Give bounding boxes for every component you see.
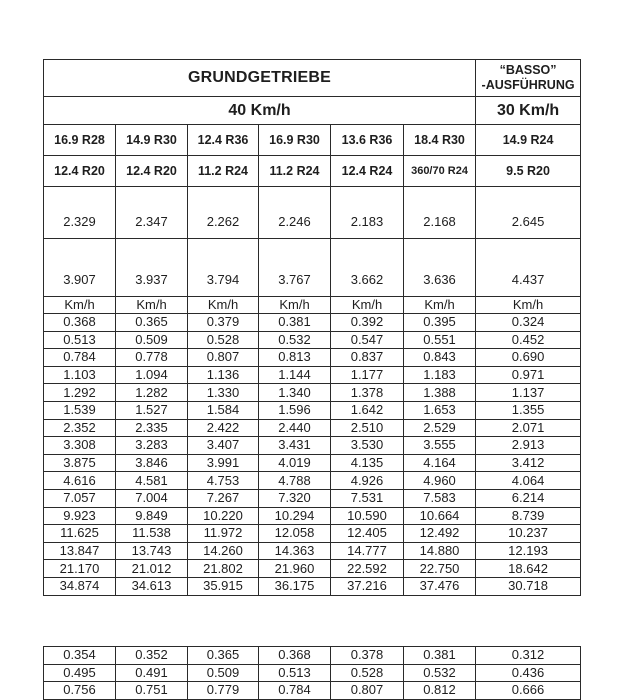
- ratio-row-1: [44, 187, 581, 239]
- speed-cell: 0.378: [331, 647, 404, 665]
- speed-cell: 0.666: [476, 682, 581, 700]
- speed-cell: 14.260: [188, 542, 259, 560]
- speed-cell: 9.923: [44, 507, 116, 525]
- speed-cell: 7.267: [188, 489, 259, 507]
- speed-cell: 0.352: [116, 647, 188, 665]
- ratio-cell: 3.662: [331, 239, 404, 297]
- speed-cell: 0.491: [116, 664, 188, 682]
- speed-cell: 0.509: [188, 664, 259, 682]
- speed-cell: 7.004: [116, 489, 188, 507]
- speed-cell: 0.312: [476, 647, 581, 665]
- ratio-cell: 3.794: [188, 239, 259, 297]
- rear-tyre-cell: 12.4 R36: [188, 125, 259, 156]
- speed-cell: 3.875: [44, 454, 116, 472]
- ratio-cell: 3.767: [259, 239, 331, 297]
- front-tyre-cell: 9.5 R20: [476, 156, 581, 187]
- front-tyre-cell: 360/70 R24: [404, 156, 476, 187]
- speed-cell: 3.846: [116, 454, 188, 472]
- ratio-cell: 4.437: [476, 239, 581, 297]
- speed-cell: 0.368: [259, 647, 331, 665]
- unit-cell: Km/h: [116, 297, 188, 314]
- rear-tyre-cell: 14.9 R24: [476, 125, 581, 156]
- unit-cell: Km/h: [259, 297, 331, 314]
- table-row: [44, 349, 581, 367]
- table-row: [44, 454, 581, 472]
- table-row: [44, 577, 581, 595]
- speed-cell: 0.547: [331, 331, 404, 349]
- speed-cell: 10.664: [404, 507, 476, 525]
- speed-cell: 8.739: [476, 507, 581, 525]
- speed-cell: 21.170: [44, 560, 116, 578]
- speed-cell: 36.175: [259, 577, 331, 595]
- speed-cell: 0.532: [404, 664, 476, 682]
- speed-cell: 7.320: [259, 489, 331, 507]
- speed-cell: 0.495: [44, 664, 116, 682]
- speed-cell: 0.971: [476, 366, 581, 384]
- table-row: [44, 331, 581, 349]
- speed-cell: 1.584: [188, 401, 259, 419]
- ratio-cell: 3.907: [44, 239, 116, 297]
- speed-cell: 1.340: [259, 384, 331, 402]
- speed-cell: 1.144: [259, 366, 331, 384]
- ratio-cell: 2.262: [188, 187, 259, 239]
- speed-cell: 2.440: [259, 419, 331, 437]
- speed-cell: 0.379: [188, 314, 259, 332]
- speed-cell: 13.847: [44, 542, 116, 560]
- speed-cell: 2.510: [331, 419, 404, 437]
- speed-cell: 1.527: [116, 401, 188, 419]
- speed-cell: 2.335: [116, 419, 188, 437]
- ratio-row-2: [44, 239, 581, 297]
- speed-cell: 2.913: [476, 437, 581, 455]
- rear-tyre-cell: 13.6 R36: [331, 125, 404, 156]
- table-row: [44, 314, 581, 332]
- ratio-cell: 3.636: [404, 239, 476, 297]
- speed-cell: 1.094: [116, 366, 188, 384]
- speed-cell: 1.282: [116, 384, 188, 402]
- speed-cell: 7.583: [404, 489, 476, 507]
- basso-title-line2: -AUSFÜHRUNG: [481, 78, 575, 92]
- speed-cell: 0.812: [404, 682, 476, 700]
- speed-cell: 0.365: [116, 314, 188, 332]
- speed-cell: 3.555: [404, 437, 476, 455]
- speed-cell: 34.613: [116, 577, 188, 595]
- group-max-speed: 40 Km/h: [44, 97, 476, 125]
- speed-cell: 4.753: [188, 472, 259, 490]
- speed-cell: 4.616: [44, 472, 116, 490]
- speed-cell: 35.915: [188, 577, 259, 595]
- speed-cell: 4.135: [331, 454, 404, 472]
- table-row: [44, 664, 581, 682]
- ratio-cell: 2.329: [44, 187, 116, 239]
- speed-cell: 0.807: [331, 682, 404, 700]
- speed-cell: 12.492: [404, 525, 476, 543]
- rear-tyre-row: [44, 125, 581, 156]
- continuation-rows: [44, 647, 581, 700]
- speed-cell: 0.513: [44, 331, 116, 349]
- speed-cell: 0.365: [188, 647, 259, 665]
- speed-cell: 1.183: [404, 366, 476, 384]
- speed-cell: 21.802: [188, 560, 259, 578]
- speed-cell: 9.849: [116, 507, 188, 525]
- speed-cell: 0.354: [44, 647, 116, 665]
- front-tyre-cell: 11.2 R24: [259, 156, 331, 187]
- speed-cell: 0.784: [259, 682, 331, 700]
- ratio-cell: 2.347: [116, 187, 188, 239]
- speed-cell: 10.294: [259, 507, 331, 525]
- unit-cell: Km/h: [44, 297, 116, 314]
- speed-cell: 1.292: [44, 384, 116, 402]
- speed-cell: 0.395: [404, 314, 476, 332]
- speed-cell: 30.718: [476, 577, 581, 595]
- speed-cell: 14.777: [331, 542, 404, 560]
- speed-cell: 7.531: [331, 489, 404, 507]
- speed-cell: 1.642: [331, 401, 404, 419]
- speed-cell: 0.807: [188, 349, 259, 367]
- speed-cell: 13.743: [116, 542, 188, 560]
- rear-tyre-cell: 16.9 R30: [259, 125, 331, 156]
- speed-cell: 12.058: [259, 525, 331, 543]
- table-row: [44, 542, 581, 560]
- speed-cell: 12.405: [331, 525, 404, 543]
- speed-cell: 18.642: [476, 560, 581, 578]
- speed-cell: 0.837: [331, 349, 404, 367]
- speed-cell: 10.237: [476, 525, 581, 543]
- speed-cell: 4.019: [259, 454, 331, 472]
- speed-cell: 0.756: [44, 682, 116, 700]
- gear-speed-table: [43, 59, 581, 596]
- speed-cell: 0.813: [259, 349, 331, 367]
- speed-cell: 0.690: [476, 349, 581, 367]
- group-title: GRUNDGETRIEBE: [44, 60, 476, 97]
- table-row: [44, 366, 581, 384]
- front-tyre-cell: 12.4 R24: [331, 156, 404, 187]
- front-tyre-cell: 12.4 R20: [44, 156, 116, 187]
- basso-title: [476, 60, 581, 97]
- speed-cell: 2.071: [476, 419, 581, 437]
- speed-cell: 22.592: [331, 560, 404, 578]
- speed-cell: 0.324: [476, 314, 581, 332]
- speed-cell: 7.057: [44, 489, 116, 507]
- ratio-cell: 2.645: [476, 187, 581, 239]
- speed-cell: 1.137: [476, 384, 581, 402]
- speed-cell: 0.368: [44, 314, 116, 332]
- speed-cell: 3.283: [116, 437, 188, 455]
- speed-cell: 4.926: [331, 472, 404, 490]
- speed-cell: 10.590: [331, 507, 404, 525]
- speed-cell: 0.509: [116, 331, 188, 349]
- speed-cell: 14.880: [404, 542, 476, 560]
- table-row: [44, 384, 581, 402]
- speed-cell: 3.308: [44, 437, 116, 455]
- table-row: [44, 560, 581, 578]
- rear-tyre-cell: 16.9 R28: [44, 125, 116, 156]
- unit-cell: Km/h: [476, 297, 581, 314]
- speed-cell: 3.530: [331, 437, 404, 455]
- speed-cell: 0.843: [404, 349, 476, 367]
- speed-cell: 11.538: [116, 525, 188, 543]
- table-row: [44, 419, 581, 437]
- speed-cell: 3.431: [259, 437, 331, 455]
- table-row: [44, 489, 581, 507]
- table-row: [44, 437, 581, 455]
- speed-cell: 3.407: [188, 437, 259, 455]
- speed-cell: 1.330: [188, 384, 259, 402]
- speed-cell: 6.214: [476, 489, 581, 507]
- speed-cell: 0.381: [259, 314, 331, 332]
- continuation-table: [43, 646, 581, 700]
- speed-cell: 0.452: [476, 331, 581, 349]
- speed-cell: 0.779: [188, 682, 259, 700]
- speed-cell: 1.136: [188, 366, 259, 384]
- speed-cell: 3.991: [188, 454, 259, 472]
- title-row: [44, 60, 581, 97]
- speed-cell: 4.581: [116, 472, 188, 490]
- speed-cell: 0.751: [116, 682, 188, 700]
- speed-cell: 4.164: [404, 454, 476, 472]
- speed-cell: 0.532: [259, 331, 331, 349]
- front-tyre-cell: 11.2 R24: [188, 156, 259, 187]
- speed-cell: 0.551: [404, 331, 476, 349]
- speed-cell: 22.750: [404, 560, 476, 578]
- speed-cell: 1.539: [44, 401, 116, 419]
- max-speed-row: [44, 97, 581, 125]
- speed-cell: 1.355: [476, 401, 581, 419]
- front-tyre-row: [44, 156, 581, 187]
- basso-title-line1: “BASSO”: [499, 63, 557, 77]
- speed-cell: 1.103: [44, 366, 116, 384]
- unit-cell: Km/h: [331, 297, 404, 314]
- speed-cell: 11.625: [44, 525, 116, 543]
- speed-cell: 1.653: [404, 401, 476, 419]
- unit-cell: Km/h: [188, 297, 259, 314]
- rear-tyre-cell: 14.9 R30: [116, 125, 188, 156]
- table-row: [44, 682, 581, 700]
- ratio-cell: 2.183: [331, 187, 404, 239]
- speed-cell: 34.874: [44, 577, 116, 595]
- speed-cell: 2.529: [404, 419, 476, 437]
- rear-tyre-cell: 18.4 R30: [404, 125, 476, 156]
- speed-cell: 0.778: [116, 349, 188, 367]
- speed-cell: 1.596: [259, 401, 331, 419]
- speed-cell: 0.528: [188, 331, 259, 349]
- table-row: [44, 401, 581, 419]
- speed-cell: 1.177: [331, 366, 404, 384]
- speed-cell: 0.513: [259, 664, 331, 682]
- table-row: [44, 507, 581, 525]
- speed-cell: 0.392: [331, 314, 404, 332]
- speed-cell: 2.352: [44, 419, 116, 437]
- ratio-cell: 3.937: [116, 239, 188, 297]
- speed-cell: 4.788: [259, 472, 331, 490]
- speed-cell: 12.193: [476, 542, 581, 560]
- table-row: [44, 647, 581, 665]
- speed-rows: [44, 314, 581, 596]
- speed-cell: 10.220: [188, 507, 259, 525]
- speed-cell: 0.436: [476, 664, 581, 682]
- front-tyre-cell: 12.4 R20: [116, 156, 188, 187]
- speed-cell: 0.381: [404, 647, 476, 665]
- unit-cell: Km/h: [404, 297, 476, 314]
- speed-cell: 37.476: [404, 577, 476, 595]
- basso-max-speed: 30 Km/h: [476, 97, 581, 125]
- speed-cell: 37.216: [331, 577, 404, 595]
- speed-cell: 1.388: [404, 384, 476, 402]
- speed-cell: 0.528: [331, 664, 404, 682]
- speed-cell: 3.412: [476, 454, 581, 472]
- table-row: [44, 472, 581, 490]
- ratio-cell: 2.246: [259, 187, 331, 239]
- speed-cell: 21.012: [116, 560, 188, 578]
- speed-cell: 4.960: [404, 472, 476, 490]
- speed-cell: 14.363: [259, 542, 331, 560]
- unit-row: [44, 297, 581, 314]
- speed-cell: 4.064: [476, 472, 581, 490]
- speed-cell: 11.972: [188, 525, 259, 543]
- table-row: [44, 525, 581, 543]
- speed-cell: 0.784: [44, 349, 116, 367]
- ratio-cell: 2.168: [404, 187, 476, 239]
- speed-cell: 1.378: [331, 384, 404, 402]
- speed-cell: 2.422: [188, 419, 259, 437]
- speed-cell: 21.960: [259, 560, 331, 578]
